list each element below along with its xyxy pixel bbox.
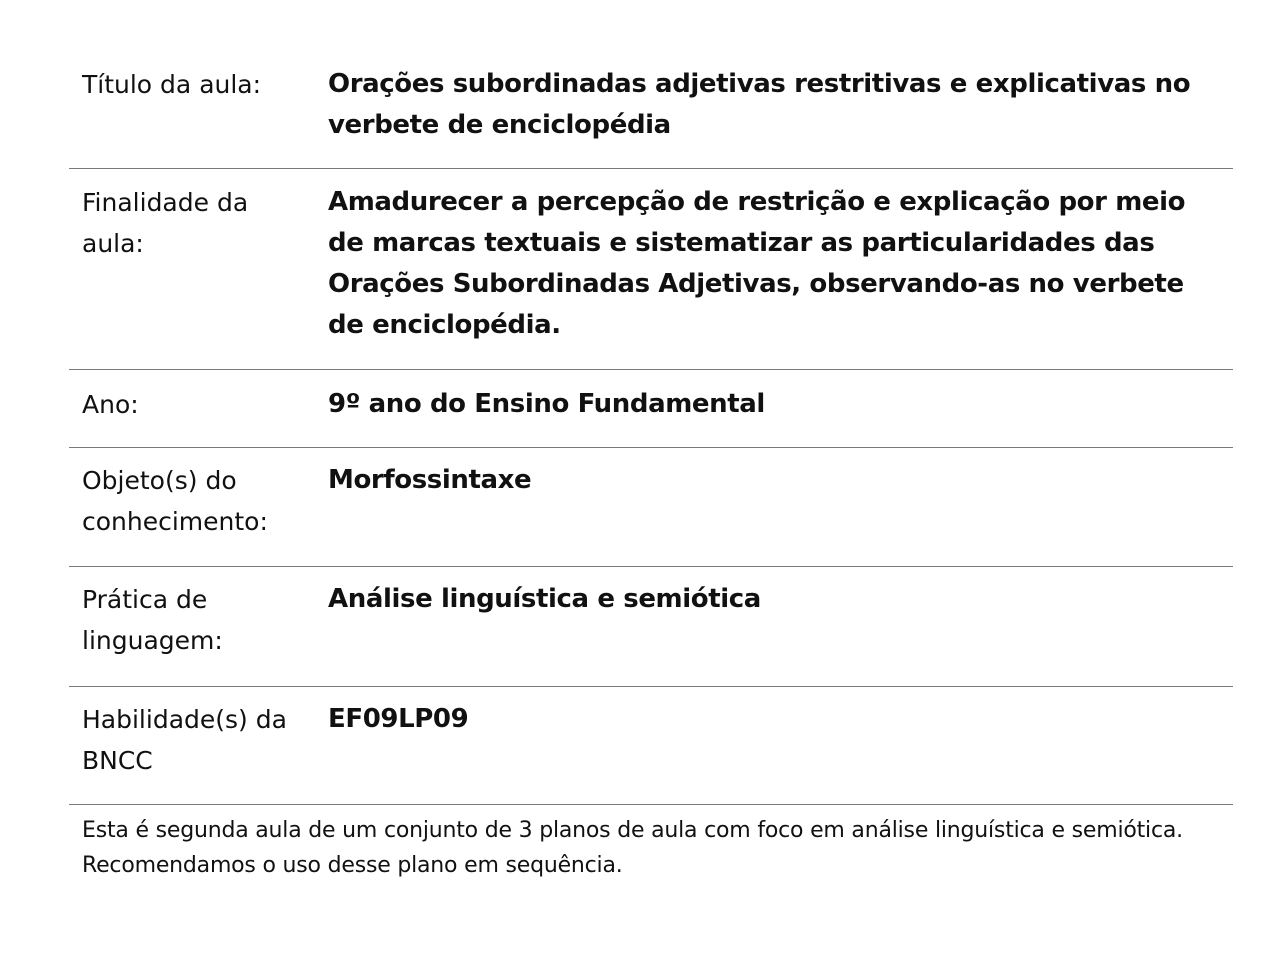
row-label: Prática de linguagem: <box>82 585 223 655</box>
row-value: 9º ano do Ensino Fundamental <box>328 389 765 419</box>
row-label: Título da aula: <box>82 70 262 99</box>
row-label: Ano: <box>82 390 139 419</box>
row-value: Morfossintaxe <box>328 465 532 495</box>
row-value: Análise linguística e semiótica <box>328 584 761 614</box>
row-bncc-skills <box>69 687 1233 805</box>
row-label: Habilidade(s) da BNCC <box>82 705 287 775</box>
row-value: Amadurecer a percepção de restrição e explicação por meio de marcas textuais e sistematizar as particularidades das Orações Subordinadas Adjetivas, observando-as no verbete de enciclopédia. <box>328 187 1186 340</box>
row-value: EF09LP09 <box>328 704 469 734</box>
row-language-practice <box>69 567 1233 687</box>
row-lesson-purpose <box>69 169 1233 370</box>
sequence-note: Esta é segunda aula de um conjunto de 3 planos de aula com foco em análise linguística e semiótica. Recomendamos o uso desse plano em sequência. <box>82 818 1183 878</box>
row-knowledge-objects <box>69 448 1233 567</box>
row-label: Objeto(s) do conhecimento: <box>82 466 268 536</box>
row-label: Finalidade da aula: <box>82 188 249 258</box>
lesson-plan-table <box>69 50 1233 805</box>
row-year <box>69 370 1233 448</box>
row-lesson-title <box>69 50 1233 169</box>
row-value: Orações subordinadas adjetivas restritivas e explicativas no verbete de enciclopédia <box>328 69 1191 140</box>
